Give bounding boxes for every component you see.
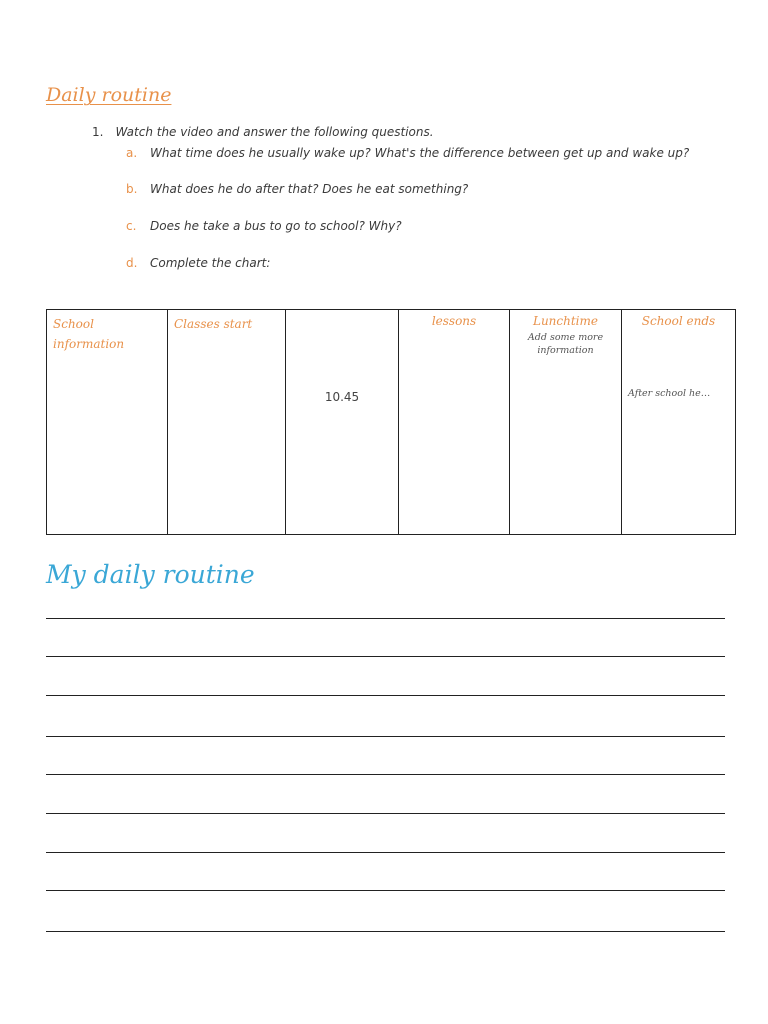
chart-cell-lessons[interactable] [399, 310, 510, 535]
question-d [126, 256, 270, 270]
writing-line[interactable] [46, 931, 725, 932]
question-text: What time does he usually wake up? What's the difference between get up and wake up? [150, 146, 690, 160]
section-subtitle: My daily routine [46, 560, 255, 589]
writing-line[interactable] [46, 618, 725, 619]
chart-header-classes-start: Classes start [174, 317, 253, 331]
chart-header-school-ends: School ends [641, 314, 716, 328]
question-c [126, 219, 402, 233]
question-text: Does he take a bus to go to school? Why? [150, 219, 402, 233]
chart-cell-school-ends[interactable] [622, 310, 736, 535]
chart-cell-time[interactable] [286, 310, 399, 535]
routine-chart [46, 309, 736, 535]
instruction-main [92, 125, 434, 139]
question-letter: c. [126, 219, 137, 233]
writing-line[interactable] [46, 774, 725, 775]
question-letter: b. [126, 182, 138, 196]
chart-cell-lunchtime[interactable] [510, 310, 622, 535]
writing-line[interactable] [46, 852, 725, 853]
writing-line[interactable] [46, 813, 725, 814]
chart-header-school-information: School information [53, 317, 125, 351]
page-title: Daily routine [46, 84, 172, 106]
chart-header-lunchtime: Lunchtime [532, 314, 598, 328]
question-a [126, 146, 689, 160]
question-letter: d. [126, 256, 138, 270]
writing-line[interactable] [46, 890, 725, 891]
chart-note-lunchtime: Add some more information [527, 332, 604, 356]
question-text: What does he do after that? Does he eat something? [150, 182, 469, 196]
question-letter: a. [126, 146, 138, 160]
writing-line[interactable] [46, 656, 725, 657]
question-text: Complete the chart: [150, 256, 271, 270]
chart-note-school-ends: After school he… [628, 388, 711, 399]
instruction-number: 1. [92, 125, 104, 139]
instruction-text: Watch the video and answer the following questions. [115, 125, 434, 139]
chart-header-lessons: lessons [431, 314, 477, 328]
chart-cell-school-information[interactable] [47, 310, 168, 535]
chart-value-time: 10.45 [324, 390, 360, 404]
writing-line[interactable] [46, 736, 725, 737]
writing-line[interactable] [46, 695, 725, 696]
chart-cell-classes-start[interactable] [168, 310, 286, 535]
question-b [126, 182, 468, 196]
